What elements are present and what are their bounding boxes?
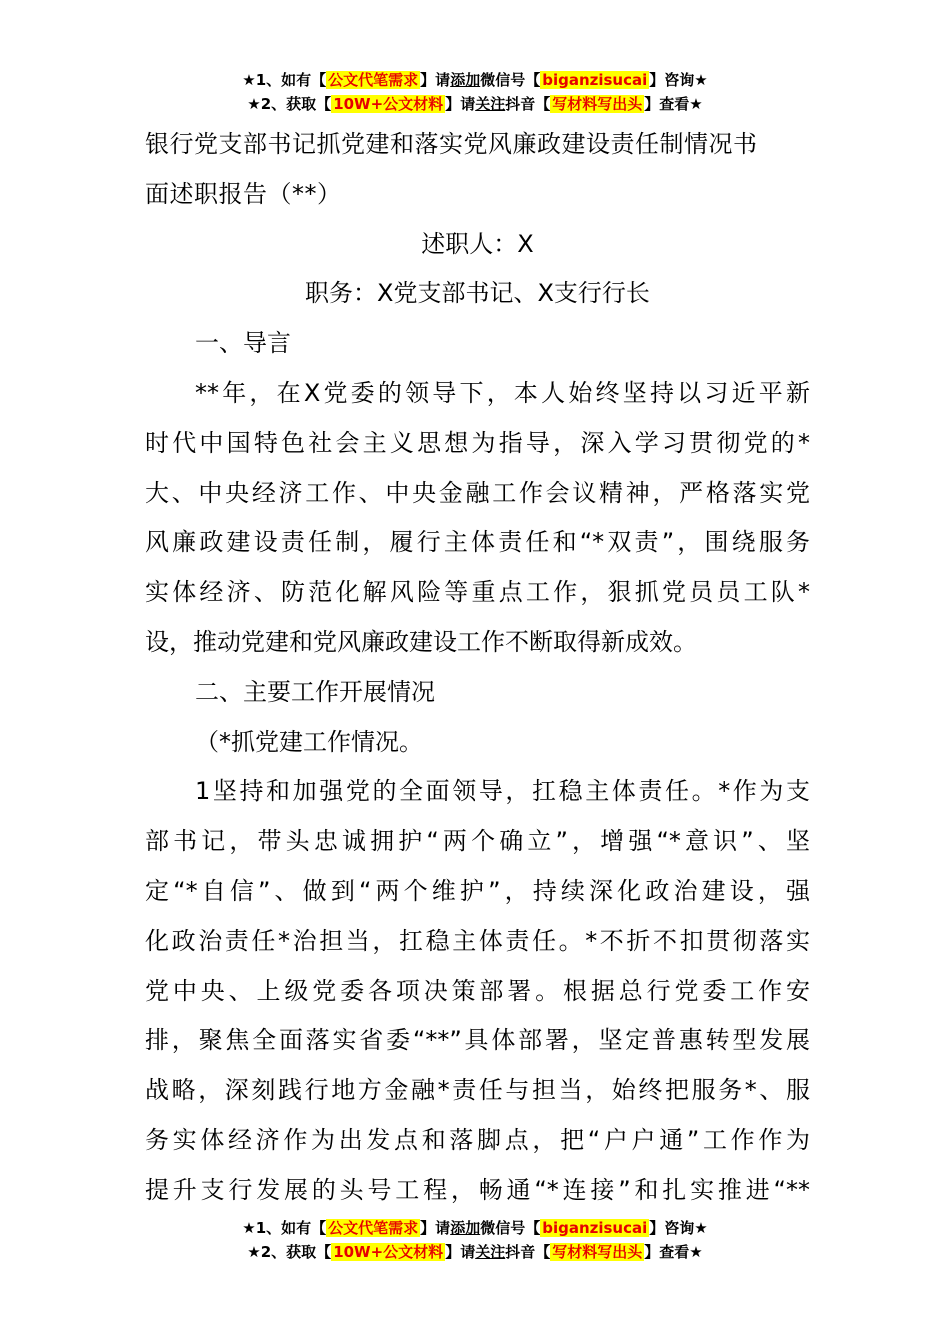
- header-banner: [0, 68, 950, 116]
- document-body: [145, 120, 810, 1216]
- underlined-text: 关注: [475, 95, 506, 113]
- underlined-text: 添加: [450, 71, 481, 89]
- reporter-line: 述职人：X: [421, 229, 534, 258]
- douyin-id: 写材料写出头: [552, 95, 643, 113]
- section-heading-2: 二、主要工作开展情况: [195, 677, 435, 706]
- section-heading-1: 一、导言: [195, 329, 291, 358]
- paragraph-intro: **年，在X党委的领导下，本人始终坚持以习近平新 时代中国特色社会主义思想为指导，深入学习贯彻党的* 大、中央经济工作、中央金融工作会议精神，严格落实党 风廉政建设责任制，履行主体责任和“*双责”，围绕服务 实体经济、防范化解风险等重点工作，狠抓党员员工队* 设，推动党建和党风廉政建设工作不断取得新成效。: [145, 378, 810, 656]
- underlined-text: 关注: [475, 1243, 506, 1261]
- highlight-text: 10W+公文材料: [333, 95, 444, 113]
- highlight-text: 10W+公文材料: [333, 1243, 444, 1261]
- subsection-heading-1: （*抓党建工作情况。: [195, 727, 423, 756]
- banner-line-1: ★1、如有【 公文代笔需求 】请添加微信号【 biganzisucai 】咨询★: [242, 71, 708, 89]
- wechat-id: biganzisucai: [542, 71, 648, 89]
- position-line: 职务：X党支部书记、X支行行长: [305, 279, 650, 308]
- star-icon: ★: [242, 1219, 256, 1237]
- banner-line-2: ★2、获取【 10W+公文材料 】请关注抖音【 写材料写出头 】查看★: [247, 95, 703, 113]
- douyin-id: 写材料写出头: [552, 1243, 643, 1261]
- star-icon: ★: [247, 95, 261, 113]
- footer-banner: [0, 1216, 950, 1264]
- paragraph-item-1: 1坚持和加强党的全面领导，扛稳主体责任。*作为支 部书记，带头忠诚拥护“两个确立”，增强“*意识”、坚 定“*自信”、做到“两个维护”，持续深化政治建设，强 化政治责任*治担当，扛稳主体责任。*不折不扣贯彻落实 党中央、上级党委各项决策部署。根据总行党委工作安 排，聚焦全面落实省委“**”具体部署，坚定普惠转型发展 战略，深刻践行地方金融*责任与担当，始终把服务*、服 务实体经济作为出发点和落脚点，把“户户通”工作作为 提升支行发展的头号工程，畅通“*连接”和扎实推进“**: [145, 777, 810, 1204]
- underlined-text: 添加: [450, 1219, 481, 1237]
- highlight-text: 公文代笔需求: [328, 71, 419, 89]
- banner-line-1: ★1、如有【 公文代笔需求 】请添加微信号【 biganzisucai 】咨询★: [242, 1219, 708, 1237]
- highlight-text: 公文代笔需求: [328, 1219, 419, 1237]
- wechat-id: biganzisucai: [542, 1219, 648, 1237]
- star-icon: ★: [242, 71, 256, 89]
- document-title: 银行党支部书记抓党建和落实党风廉政建设责任制情况书 面述职报告（**）: [145, 130, 758, 208]
- banner-line-2: ★2、获取【 10W+公文材料 】请关注抖音【 写材料写出头 】查看★: [247, 1243, 703, 1261]
- star-icon: ★: [247, 1243, 261, 1261]
